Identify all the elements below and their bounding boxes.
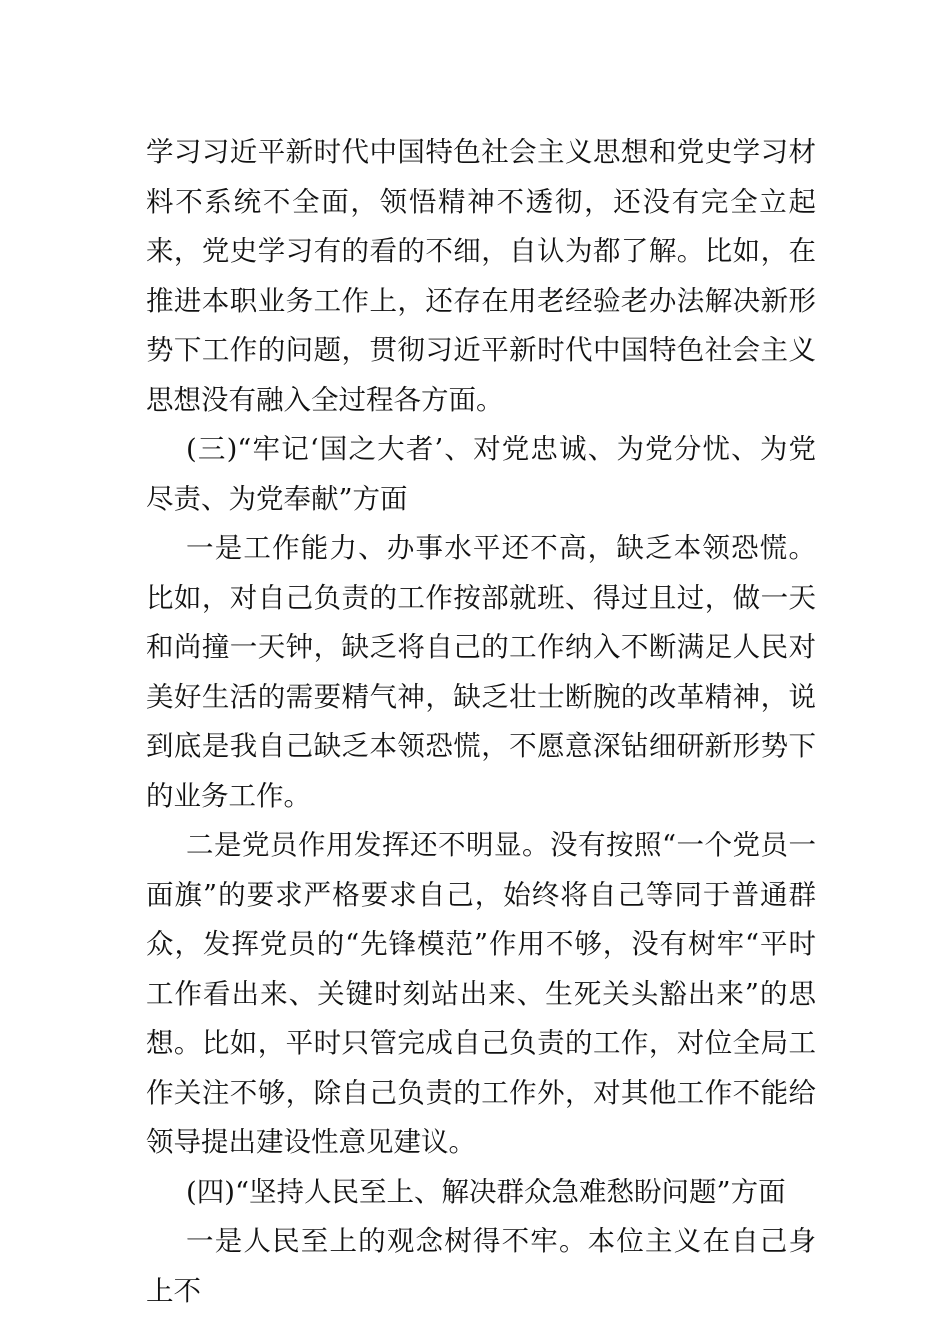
paragraph-1: 学习习近平新时代中国特色社会主义思想和党史学习材料不系统不全面，领悟精神不透彻，还没有完全立起来，党史学习有的看的不细，自认为都了解。比如，在推进本职业务工作上，还存在用老经验老办法解决新形势下工作的问题，贯彻习近平新时代中国特色社会主义思想没有融入全过程各方面。 [146,136,816,416]
paragraph-2: 一是工作能力、办事水平还不高，缺乏本领恐慌。比如，对自己负责的工作按部就班、得过且过，做一天和尚撞一天钟，缺乏将自己的工作纳入不断满足人民对美好生活的需要精气神，缺乏壮士断腕的改革精神，说到底是我自己缺乏本领恐慌，不愿意深钻细研新形势下的业务工作。 [146,532,816,812]
document-body [146,128,816,1316]
paragraph-3: 二是党员作用发挥还不明显。没有按照“一个党员一面旗”的要求严格要求自己，始终将自己等同于普通群众，发挥党员的“先锋模范”作用不够，没有树牢“平时工作看出来、关键时刻站出来、生死关头豁出来”的思想。比如，平时只管完成自己负责的工作，对位全局工作关注不够，除自己负责的工作外，对其他工作不能给领导提出建设性意见建议。 [146,829,816,1158]
section-heading-3: (三)“牢记‘国之大者’、对党忠诚、为党分忧、为党尽责、为党奉献”方面 [146,433,816,515]
section-heading-4: (四)“坚持人民至上、解决群众急难愁盼问题”方面 [186,1175,786,1208]
paragraph-4: 一是人民至上的观念树得不牢。本位主义在自己身上不 [146,1225,816,1307]
